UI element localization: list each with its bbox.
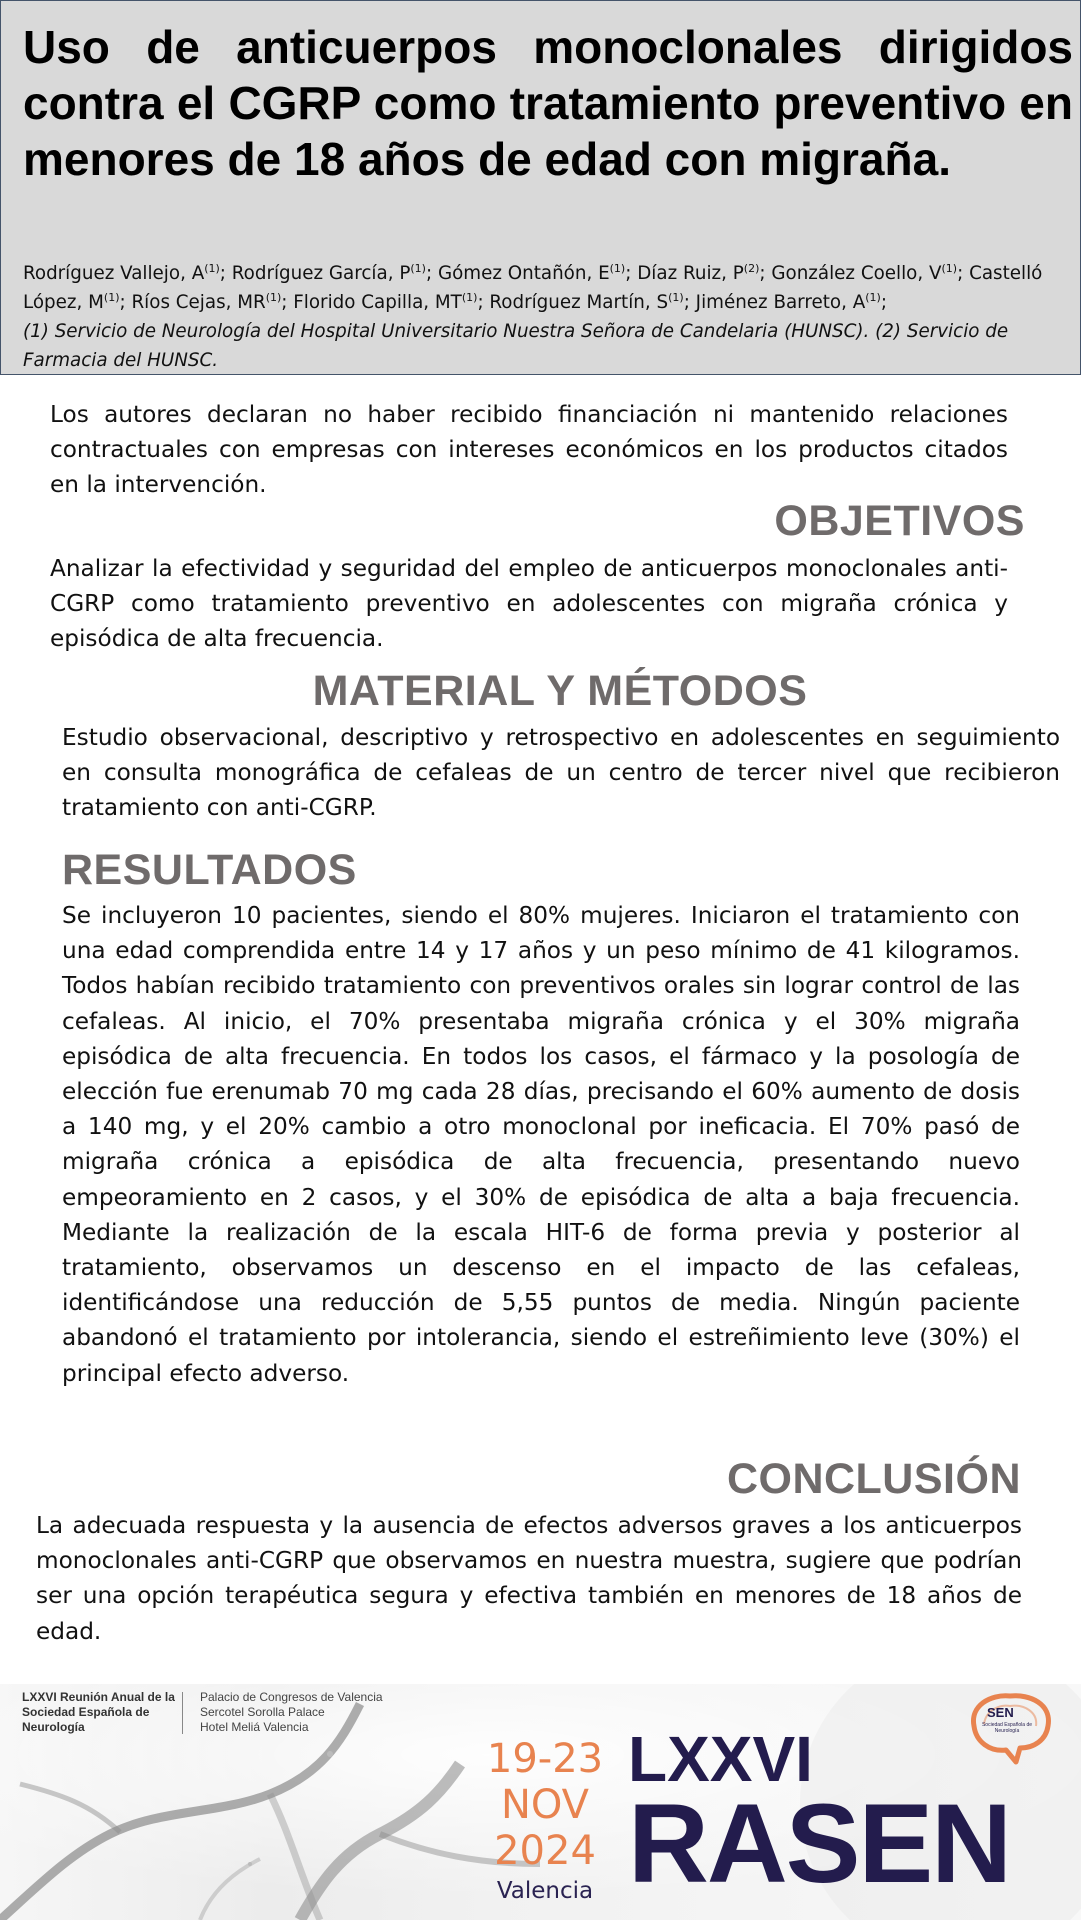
author-list (23, 259, 1061, 375)
author: Jiménez Barreto, $A^{(1)}$; (695, 290, 887, 313)
affiliations: (1) Servicio de Neurología del Hospital Universitario Nuestra Señora de Candelaria (HUNSC). (2) Servicio de Farmacia del HUNSC. (23, 321, 1009, 371)
metodos-text: Estudio observacional, descriptivo y retrospectivo en adolescentes en seguimiento en consulta monográfica de cefaleas de un centro de tercer nivel que recibieron tratamiento con anti-CGRP. (62, 724, 1060, 822)
resultados-text: Se incluyeron 10 pacientes, siendo el 80% mujeres. Iniciaron el tratamiento con una edad comprendida entre 14 y 17 años y un peso mínimo de 41 kilogramos. Todos habían recibido tratamiento con preventivos orales sin lograr control de las cefaleas. Al inicio, el 70% presentaba migraña crónica y el 30% migraña episódica de alta frecuencia. En todos los casos, el fármaco y la posología de elección fue erenumab 70 mg cada 28 días, precisando el 60% aumento de dosis a 140 mg, y el 20% cambio a otro monoclonal por ineficacia. El 70% pasó de migraña crónica a episódica de alta frecuencia, presentando nuevo empeoramiento en 2 casos, y el 30% de episódica de alta a baja frecuencia. Mediante la realización de la escala HIT-6 de forma previa y posterior al tratamiento, observamos un descenso en el impacto de las cefaleas, identificándose una reducción de 5,55 puntos de media. Ningún paciente abandonó el tratamiento por intolerancia, siendo el estreñimiento leve (30%) el principal efecto adverso. (62, 902, 1020, 1387)
event-city: Valencia (496, 1878, 594, 1904)
heading-metodos: MATERIAL Y MÉTODOS (312, 667, 808, 715)
author: Rodríguez Martín, $S^{(1)}$; (489, 290, 696, 313)
poster-title: Uso de anticuerpos monoclonales dirigidos contra el CGRP como tratamiento preventivo en menores de 18 años de edad con migraña. (23, 21, 1073, 185)
author: Díaz Ruiz, $P^{(2)}$; (637, 261, 772, 284)
sen-logo-abbr: SEN (987, 1705, 1014, 1720)
heading-objetivos: OBJETIVOS (774, 497, 1025, 545)
poster-header (0, 0, 1081, 375)
objetivos-text: Analizar la efectividad y seguridad del empleo de anticuerpos monoclonales anti-CGRP como tratamiento preventivo en adolescentes con migraña crónica y episódica de alta frecuencia. (50, 555, 1008, 653)
congress-banner (0, 1684, 1081, 1920)
event-acronym: RASEN (628, 1781, 1011, 1906)
author: Ríos Cejas, MR$^{(1)}$; (131, 290, 294, 313)
event-venues: Palacio de Congresos de Valencia Sercotel Sorolla Palace Hotel Meliá Valencia (200, 1690, 383, 1734)
author: González Coello, $V^{(1)}$; (771, 261, 970, 284)
event-edition: LXXVI (628, 1723, 813, 1795)
event-name: LXXVI Reunión Anual de la Sociedad Española de Neurología (22, 1690, 175, 1734)
author: Rodríguez García, $P^{(1)}$; (231, 261, 438, 284)
heading-resultados: RESULTADOS (62, 846, 357, 894)
event-divider (182, 1692, 183, 1734)
author: Florido Capilla, MT$^{(1)}$; (293, 290, 490, 313)
author-names (23, 259, 1061, 317)
disclosure-statement: Los autores declaran no haber recibido financiación ni mantenido relaciones contractuales con empresas con intereses económicos en los productos citados en la intervención. (50, 401, 1008, 499)
author: Castelló López, $M^{(1)}$; (23, 263, 1043, 313)
event-dates: 19-23 NOV 2024 (486, 1736, 604, 1874)
sen-logo-full-name: Sociedad Española de Neurología (981, 1722, 1033, 1734)
author: Gómez Ontañón, $E^{(1)}$; (437, 261, 638, 284)
author: Rodríguez Vallejo, $A^{(1)}$; (23, 261, 232, 284)
heading-conclusion: CONCLUSIÓN (726, 1455, 1021, 1503)
conclusion-text: La adecuada respuesta y la ausencia de efectos adversos graves a los anticuerpos monoclonales anti-CGRP que observamos en nuestra muestra, sugiere que podrían ser una opción terapéutica segura y efectiva también en menores de 18 años de edad. (36, 1512, 1022, 1645)
